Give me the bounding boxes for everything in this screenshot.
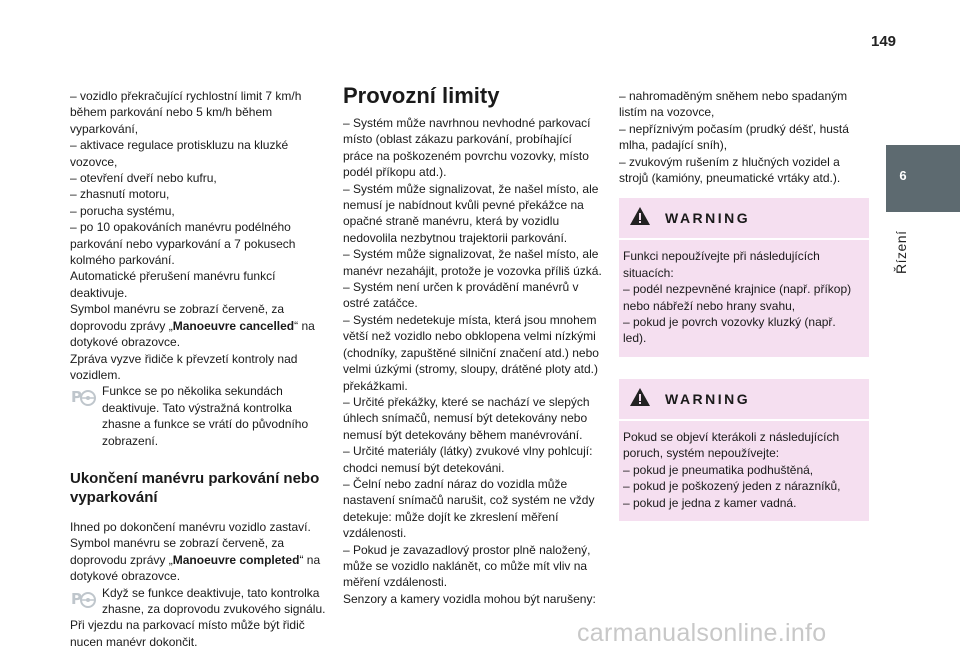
warning-header (619, 379, 869, 421)
paragraph: – nahromaděným sněhem nebo spadaným listím na vozovce, (619, 89, 848, 120)
paragraph: – Určité překážky, které se nachází ve slepých úhlech snímačů, nemusí být detekovány nebo nemusí být detekovány během manévrování. (343, 394, 590, 442)
watermark: carmanualsonline.info (577, 619, 827, 647)
warning-triangle-icon (629, 206, 651, 230)
steering-wheel-warning-icon (71, 385, 97, 407)
section-heading: Provozní limity (343, 83, 500, 108)
paragraph: – po 10 opakováních manévru podélného parkování nebo vyparkování a 7 pokusech kolmého parkování. (70, 220, 296, 268)
list-item: – pokud je pneumatika podhuštěná, (623, 462, 814, 477)
list-item: – pokud je povrch vozovky kluzký (např. led). (623, 315, 836, 346)
text: Symbol manévru se zobrazí červeně, za doprovodu zprávy „ (70, 536, 285, 567)
paragraph: Automatické přerušení manévru funkcí deaktivuje. (70, 269, 276, 300)
warning-box (619, 379, 869, 521)
page-number: 149 (871, 33, 897, 50)
warning-header (619, 198, 869, 240)
paragraph: – vozidlo překračující rychlostní limit 7 km/h během parkování nebo 5 km/h během vyparkování, (70, 89, 302, 136)
warning-body (619, 421, 869, 521)
chapter-label: Řízení (893, 230, 909, 274)
warning-box (619, 198, 869, 356)
paragraph: Funkci nepoužívejte při následujících situacích: (623, 249, 820, 280)
text: Když se funkce deaktivuje, tato kontrolka zhasne, za doprovodu zvukového signálu. (102, 585, 326, 616)
section-subheading: Ukončení manévru parkování nebo vyparkování (70, 469, 320, 506)
steering-wheel-warning-icon (71, 587, 97, 609)
svg-text:P: P (71, 388, 82, 407)
warning-triangle-icon (629, 387, 651, 411)
warning-title: WARNING (665, 210, 751, 227)
paragraph: Při vjezdu na parkovací místo může být řidič nucen manévr dokončit. (70, 618, 305, 649)
column-left (70, 88, 326, 650)
paragraph: – Určité materiály (látky) zvukové vlny pohlcují: chodci nemusí být detekováni. (343, 444, 593, 475)
paragraph (70, 301, 326, 350)
paragraph: – otevření dveří nebo kufru, (70, 171, 217, 186)
icon-paragraph (70, 383, 326, 449)
message-name: Manoeuvre cancelled (172, 318, 295, 333)
paragraph (70, 535, 326, 584)
message-name: Manoeuvre completed (172, 552, 300, 567)
paragraph: – Systém může signalizovat, že našel místo, ale nemusí je nabídnout kvůli pevné překážce na opačné straně manévru, která by vozidlu nedovolila nezbytnou trajektorii parkování. (343, 181, 599, 245)
paragraph: – zvukovým rušením z hlučných vozidel a strojů (kamióny, pneumatické vrtáky atd.). (619, 154, 841, 186)
paragraph: – Čelní nebo zadní náraz do vozidla může nastavení snímačů narušit, což systém ne vždy detekuje: může dojít ke zkreslení měření vzdálenosti. (343, 476, 595, 541)
icon-paragraph (70, 585, 326, 618)
paragraph: – Systém nedetekuje místa, která jsou mnohem větší než vozidlo nebo obklopena velmi nízkými (chodníky, zapuštěné silniční značení atd.) nebo velmi úzkými (stromy, sloupy, drátěné ploty atd.) překážkami. (343, 312, 599, 393)
paragraph: – Pokud je zavazadlový prostor plně naložený, může se vozidlo naklánět, co může mít vliv na měření vzdálenosti. (343, 542, 591, 590)
paragraph: – zhasnutí motoru, (70, 187, 170, 202)
paragraph: – porucha systému, (70, 203, 175, 218)
svg-text:P: P (71, 589, 82, 608)
warning-title: WARNING (665, 390, 751, 407)
list-item: – pokud je jedna z kamer vadná. (623, 495, 797, 510)
paragraph: – aktivace regulace protiskluzu na kluzké vozovce, (70, 138, 289, 169)
text: “ na dotykové obrazovce. (70, 552, 321, 584)
paragraph: – nepříznivým počasím (prudký déšť, hustá mlha, padající sníh), (619, 121, 849, 153)
text: “ na dotykové obrazovce. (70, 318, 315, 350)
warning-body (619, 240, 869, 356)
paragraph: – Systém může signalizovat, že našel místo, ale manévr nezahájit, protože je vozovka příliš úzká. (343, 247, 602, 278)
list-item: – pokud je poškozený jeden z nárazníků, (623, 479, 841, 494)
column-middle (343, 83, 603, 607)
chapter-number: 6 (899, 168, 907, 183)
text: Symbol manévru se zobrazí červeně, za doprovodu zprávy „ (70, 302, 285, 333)
paragraph: – Systém není určen k provádění manévrů v ostré zatáčce. (343, 280, 579, 311)
paragraph: Pokud se objeví kterákoli z následujících poruch, systém nepoužívejte: (623, 429, 840, 461)
text: Funkce se po několika sekundách deaktivuje. Tato výstražná kontrolka zhasne a funkce se vrátí do původního zobrazení. (102, 384, 309, 448)
column-right (619, 88, 869, 543)
paragraph: Zpráva vyzve řidiče k převzetí kontroly nad vozidlem. (70, 351, 298, 382)
list-item: – podél nezpevněné krajnice (např. příkop) nebo nábřeží nebo hrany svahu, (623, 282, 852, 313)
paragraph: – Systém může navrhnou nevhodné parkovací místo (oblast zákazu parkování, probíhající práce na poškozeném povrchu vozovky, místo podél příkopu atd.). (343, 116, 591, 180)
paragraph: Ihned po dokončení manévru vozidlo zastaví. (70, 519, 311, 534)
paragraph: Senzory a kamery vozidla mohou být narušeny: (343, 591, 596, 606)
